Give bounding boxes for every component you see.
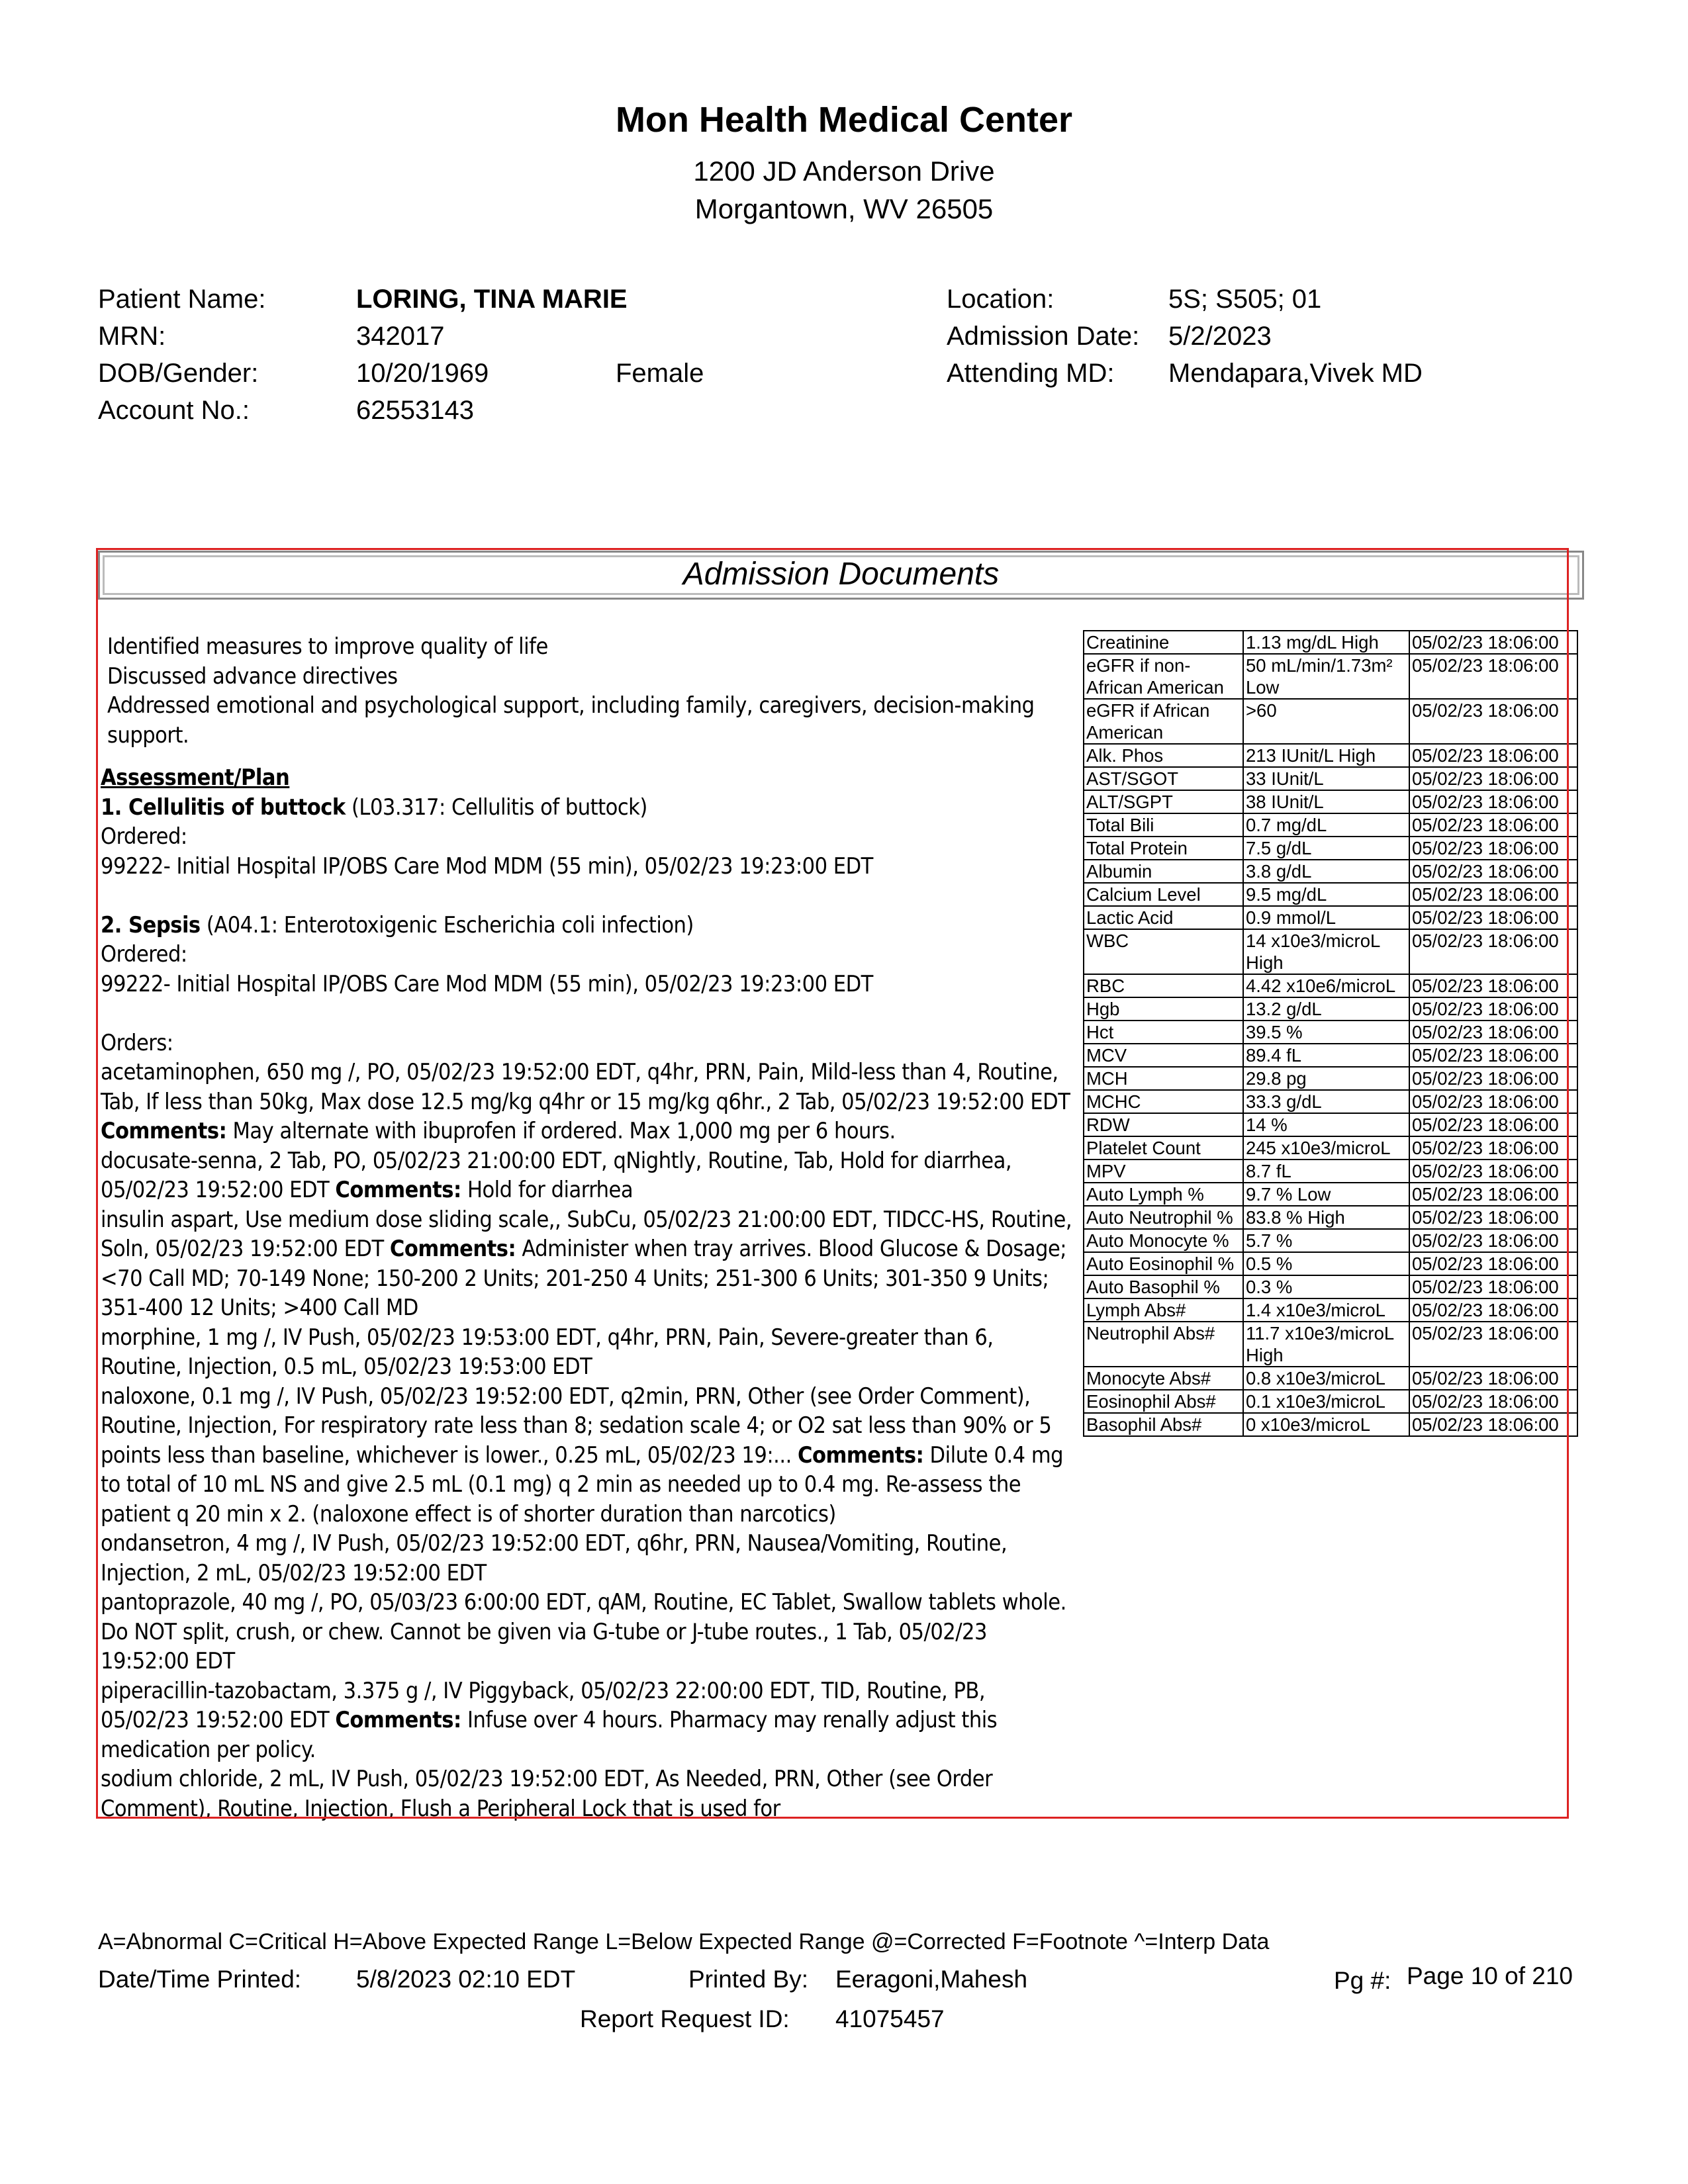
lab-result: 0.1 x10e3/microL [1243, 1390, 1409, 1413]
lab-test-name: Basophil Abs# [1084, 1413, 1243, 1436]
lab-datetime: 05/02/23 18:06:00 [1409, 631, 1577, 654]
lab-result: 3.8 g/dL [1243, 860, 1409, 883]
lab-row [1084, 1390, 1577, 1413]
order-text: pantoprazole, 40 mg /, PO, 05/03/23 6:00:00 EDT, qAM, Routine, EC Tablet, Swallow tablets whole. Do NOT split, crush, or chew. Cannot be given via G-tube or J-tube routes., 1 Tab, 05/02/23 19:52:00 EDT [101, 1589, 1066, 1674]
order-sodium-chloride [101, 1764, 1074, 1823]
lab-result: 8.7 fL [1243, 1160, 1409, 1183]
intro-line-2: Discussed advance directives [107, 662, 398, 690]
lab-datetime: 05/02/23 18:06:00 [1409, 929, 1577, 974]
patient-name: LORING, TINA MARIE [356, 285, 628, 314]
lab-test-name: Albumin [1084, 860, 1243, 883]
lab-row [1084, 883, 1577, 906]
lab-result: 0.3 % [1243, 1275, 1409, 1298]
printed-by-value: Eeragoni,Mahesh [835, 1966, 1028, 1993]
orders-label: Orders: [101, 1029, 173, 1056]
lab-result: 9.7 % Low [1243, 1183, 1409, 1206]
order-comment: Hold for diarrhea [461, 1177, 633, 1203]
lab-test-name: Neutrophil Abs# [1084, 1322, 1243, 1367]
comments-label: Comments: [389, 1236, 516, 1262]
page-number: Page 10 of 210 [1407, 1962, 1573, 1989]
lab-result: 89.4 fL [1243, 1044, 1409, 1067]
diagnosis-1-code: (L03.317: Cellulitis of buttock) [345, 794, 647, 821]
lab-datetime: 05/02/23 18:06:00 [1409, 860, 1577, 883]
lab-test-name: RBC [1084, 974, 1243, 997]
order-text: piperacillin-tazobactam, 3.375 g /, IV Piggyback, 05/02/23 22:00:00 EDT, TID, Routine, PB, 05/02/23 19:52:00 EDT [101, 1677, 986, 1733]
admission-date-value: 5/2/2023 [1168, 322, 1272, 351]
lab-test-name: Auto Neutrophil % [1084, 1206, 1243, 1229]
lab-row [1084, 1136, 1577, 1160]
order-text: acetaminophen, 650 mg /, PO, 05/02/23 19:52:00 EDT, q4hr, PRN, Pain, Mild-less than 4, Routine, Tab, If less than 50kg, Max dose 12.5 mg/kg q4hr or 15 mg/kg q6hr., 2 Tab, 05/02/23 19:52:00 EDT [101, 1059, 1070, 1115]
lab-test-name: Lymph Abs# [1084, 1298, 1243, 1322]
diagnosis-2-ordered: Ordered: [101, 941, 187, 968]
lab-datetime: 05/02/23 18:06:00 [1409, 1067, 1577, 1090]
diagnosis-1-ordered: Ordered: [101, 823, 187, 850]
order-comment: May alternate with ibuprofen if ordered. Max 1,000 mg per 6 hours. [226, 1118, 896, 1144]
page-label: Pg #: [1334, 1967, 1391, 1994]
lab-result: 9.5 mg/dL [1243, 883, 1409, 906]
lab-row [1084, 1090, 1577, 1113]
diagnosis-2-title: 2. Sepsis [101, 911, 201, 938]
order-text: morphine, 1 mg /, IV Push, 05/02/23 19:53:00 EDT, q4hr, PRN, Pain, Severe-greater than 6, Routine, Injection, 0.5 mL, 05/02/23 19:53:00 EDT [101, 1324, 994, 1380]
lab-row [1084, 1044, 1577, 1067]
comments-label: Comments: [101, 1118, 227, 1144]
lab-row [1084, 1206, 1577, 1229]
lab-result: 39.5 % [1243, 1021, 1409, 1044]
lab-test-name: Alk. Phos [1084, 744, 1243, 767]
lab-result: 7.5 g/dL [1243, 837, 1409, 860]
lab-datetime: 05/02/23 18:06:00 [1409, 1136, 1577, 1160]
lab-row [1084, 654, 1577, 699]
lab-datetime: 05/02/23 18:06:00 [1409, 1090, 1577, 1113]
lab-datetime: 05/02/23 18:06:00 [1409, 837, 1577, 860]
lab-row [1084, 1367, 1577, 1390]
diagnosis-2-order: 99222- Initial Hospital IP/OBS Care Mod MDM (55 min), 05/02/23 19:23:00 EDT [101, 970, 873, 997]
lab-datetime: 05/02/23 18:06:00 [1409, 1229, 1577, 1252]
lab-datetime: 05/02/23 18:06:00 [1409, 1206, 1577, 1229]
comments-label: Comments: [335, 1177, 461, 1203]
lab-results-body [1084, 631, 1577, 1436]
lab-result: 83.8 % High [1243, 1206, 1409, 1229]
facility-name: Mon Health Medical Center [615, 100, 1073, 140]
lab-results-table [1083, 630, 1578, 1437]
lab-test-name: Hct [1084, 1021, 1243, 1044]
lab-result: 38 IUnit/L [1243, 790, 1409, 813]
lab-datetime: 05/02/23 18:06:00 [1409, 1183, 1577, 1206]
dob-value: 10/20/1969 [356, 359, 489, 388]
lab-datetime: 05/02/23 18:06:00 [1409, 1322, 1577, 1367]
order-acetaminophen [101, 1058, 1074, 1146]
lab-row [1084, 1160, 1577, 1183]
lab-row [1084, 1413, 1577, 1436]
printed-by-label: Printed By: [688, 1966, 808, 1993]
order-piperacillin-tazobactam [101, 1676, 1074, 1765]
order-insulin-aspart [101, 1205, 1074, 1323]
lab-row [1084, 860, 1577, 883]
lab-test-name: MCH [1084, 1067, 1243, 1090]
lab-test-name: WBC [1084, 929, 1243, 974]
diagnosis-1-order: 99222- Initial Hospital IP/OBS Care Mod MDM (55 min), 05/02/23 19:23:00 EDT [101, 852, 873, 880]
order-comment: Infuse over 4 hours. Pharmacy may renally adjust this medication per policy. [101, 1707, 998, 1763]
lab-row [1084, 1298, 1577, 1322]
request-id-label: Report Request ID: [580, 2005, 790, 2032]
lab-test-name: Auto Lymph % [1084, 1183, 1243, 1206]
lab-datetime: 05/02/23 18:06:00 [1409, 790, 1577, 813]
lab-result: 0.9 mmol/L [1243, 906, 1409, 929]
lab-row [1084, 1113, 1577, 1136]
diagnosis-1 [101, 793, 1074, 823]
lab-datetime: 05/02/23 18:06:00 [1409, 1252, 1577, 1275]
lab-result: 213 IUnit/L High [1243, 744, 1409, 767]
mrn-value: 342017 [356, 322, 445, 351]
order-morphine [101, 1323, 1074, 1382]
diagnosis-2-code: (A04.1: Enterotoxigenic Escherichia coli infection) [200, 911, 694, 938]
attending-value: Mendapara,Vivek MD [1168, 359, 1423, 388]
lab-result: 14 x10e3/microL High [1243, 929, 1409, 974]
intro-line-3: Addressed emotional and psychological support, including family, caregivers, decision-making support. [107, 692, 1035, 749]
lab-test-name: AST/SGOT [1084, 767, 1243, 790]
printed-label: Date/Time Printed: [98, 1966, 302, 1993]
lab-result: 5.7 % [1243, 1229, 1409, 1252]
lab-result: 0.7 mg/dL [1243, 813, 1409, 837]
lab-test-name: Lactic Acid [1084, 906, 1243, 929]
lab-test-name: Platelet Count [1084, 1136, 1243, 1160]
section-title: Admission Documents [98, 551, 1584, 600]
lab-result: 33 IUnit/L [1243, 767, 1409, 790]
lab-row [1084, 974, 1577, 997]
lab-datetime: 05/02/23 18:06:00 [1409, 974, 1577, 997]
address-line-1: 1200 JD Anderson Drive [693, 156, 995, 187]
lab-datetime: 05/02/23 18:06:00 [1409, 1160, 1577, 1183]
lab-datetime: 05/02/23 18:06:00 [1409, 883, 1577, 906]
lab-test-name: Auto Monocyte % [1084, 1229, 1243, 1252]
address-line-2: Morgantown, WV 26505 [694, 193, 994, 224]
lab-datetime: 05/02/23 18:06:00 [1409, 1367, 1577, 1390]
dob-label: DOB/Gender: [98, 359, 259, 388]
lab-row [1084, 1252, 1577, 1275]
comments-label: Comments: [798, 1441, 924, 1469]
order-text: naloxone, 0.1 mg /, IV Push, 05/02/23 19:52:00 EDT, q2min, PRN, Other (see Order Comment), Routine, Injection, For respiratory rate less than 8; sedation scale 4; or O2 sat less than 90% or 5 points less than baseline, whichever is lower., 0.25 mL, 05/02/23 19:... [101, 1383, 1052, 1469]
lab-datetime: 05/02/23 18:06:00 [1409, 997, 1577, 1021]
lab-row [1084, 906, 1577, 929]
lab-datetime: 05/02/23 18:06:00 [1409, 744, 1577, 767]
order-ondansetron [101, 1529, 1074, 1588]
lab-row [1084, 1021, 1577, 1044]
lab-datetime: 05/02/23 18:06:00 [1409, 767, 1577, 790]
lab-result: 1.4 x10e3/microL [1243, 1298, 1409, 1322]
lab-row [1084, 744, 1577, 767]
assessment-heading: Assessment/Plan [101, 764, 290, 791]
lab-row [1084, 1322, 1577, 1367]
account-label: Account No.: [98, 396, 250, 425]
lab-datetime: 05/02/23 18:06:00 [1409, 1044, 1577, 1067]
clinical-notes [101, 632, 1074, 1823]
lab-row [1084, 929, 1577, 974]
request-id-value: 41075457 [835, 2005, 945, 2032]
lab-row [1084, 1067, 1577, 1090]
order-text: docusate-senna, 2 Tab, PO, 05/02/23 21:00:00 EDT, qNightly, Routine, Tab, Hold for diarrhea, 05/02/23 19:52:00 EDT [101, 1147, 1012, 1203]
order-docusate-senna [101, 1146, 1074, 1205]
lab-test-name: Auto Eosinophil % [1084, 1252, 1243, 1275]
lab-test-name: eGFR if African American [1084, 699, 1243, 744]
location-value: 5S; S505; 01 [1168, 285, 1322, 314]
lab-test-name: Creatinine [1084, 631, 1243, 654]
lab-row [1084, 997, 1577, 1021]
lab-result: 1.13 mg/dL High [1243, 631, 1409, 654]
lab-row [1084, 631, 1577, 654]
lab-datetime: 05/02/23 18:06:00 [1409, 654, 1577, 699]
lab-row [1084, 767, 1577, 790]
lab-result: 0.5 % [1243, 1252, 1409, 1275]
order-naloxone [101, 1382, 1074, 1529]
comments-label: Comments: [335, 1707, 461, 1733]
lab-datetime: 05/02/23 18:06:00 [1409, 1390, 1577, 1413]
lab-test-name: MCV [1084, 1044, 1243, 1067]
order-text: sodium chloride, 2 mL, IV Push, 05/02/23 19:52:00 EDT, As Needed, PRN, Other (see Order Comment), Routine, Injection, Flush a Peripheral Lock that is used for [101, 1766, 993, 1822]
lab-test-name: Hgb [1084, 997, 1243, 1021]
gender-value: Female [616, 359, 704, 388]
lab-test-name: Total Protein [1084, 837, 1243, 860]
order-text: ondansetron, 4 mg /, IV Push, 05/02/23 19:52:00 EDT, q6hr, PRN, Nausea/Vomiting, Routine, Injection, 2 mL, 05/02/23 19:52:00 EDT [101, 1530, 1008, 1586]
diagnosis-1-title: 1. Cellulitis of buttock [101, 794, 346, 821]
lab-result: 33.3 g/dL [1243, 1090, 1409, 1113]
lab-result: 50 mL/min/1.73m² Low [1243, 654, 1409, 699]
lab-test-name: MPV [1084, 1160, 1243, 1183]
lab-result: 13.2 g/dL [1243, 997, 1409, 1021]
lab-test-name: Monocyte Abs# [1084, 1367, 1243, 1390]
lab-row [1084, 1275, 1577, 1298]
lab-test-name: RDW [1084, 1113, 1243, 1136]
mrn-label: MRN: [98, 322, 166, 351]
account-value: 62553143 [356, 396, 474, 425]
lab-test-name: Calcium Level [1084, 883, 1243, 906]
lab-result: 245 x10e3/microL [1243, 1136, 1409, 1160]
lab-test-name: eGFR if non-African American [1084, 654, 1243, 699]
lab-result: >60 [1243, 699, 1409, 744]
lab-datetime: 05/02/23 18:06:00 [1409, 1298, 1577, 1322]
order-text: insulin aspart, Use medium dose sliding scale,, SubCu, 05/02/23 21:00:00 EDT, TIDCC-HS, Routine, Soln, 05/02/23 19:52:00 EDT [101, 1206, 1072, 1262]
lab-row [1084, 837, 1577, 860]
lab-test-name: ALT/SGPT [1084, 790, 1243, 813]
lab-result: 29.8 pg [1243, 1067, 1409, 1090]
intro-line-1: Identified measures to improve quality of life [107, 633, 548, 660]
attending-label: Attending MD: [947, 359, 1115, 388]
order-comment: Administer when tray arrives. Blood Glucose & Dosage; <70 Call MD; 70-149 None; 150-200 2 Units; 201-250 4 Units; 251-300 6 Units; 301-350 9 Units; 351-400 12 Units; >400 Call MD [101, 1236, 1067, 1321]
legend: A=Abnormal C=Critical H=Above Expected Range L=Below Expected Range @=Corrected F=Footnote ^=Interp Data [98, 1929, 1270, 1954]
lab-result: 0 x10e3/microL [1243, 1413, 1409, 1436]
lab-row [1084, 1183, 1577, 1206]
printed-value: 5/8/2023 02:10 EDT [356, 1966, 576, 1993]
order-comment: Dilute 0.4 mg to total of 10 mL NS and give 2.5 mL (0.1 mg) q 2 min as needed up to 0.4 mg. Re-assess the patient q 20 min x 2. (naloxone effect is of shorter duration than narcotics) [101, 1441, 1064, 1527]
diagnosis-2 [101, 911, 1074, 940]
admission-date-label: Admission Date: [947, 322, 1140, 351]
lab-datetime: 05/02/23 18:06:00 [1409, 1113, 1577, 1136]
lab-result: 0.8 x10e3/microL [1243, 1367, 1409, 1390]
lab-datetime: 05/02/23 18:06:00 [1409, 1021, 1577, 1044]
lab-row [1084, 1229, 1577, 1252]
lab-test-name: Auto Basophil % [1084, 1275, 1243, 1298]
lab-row [1084, 790, 1577, 813]
lab-result: 4.42 x10e6/microL [1243, 974, 1409, 997]
lab-datetime: 05/02/23 18:06:00 [1409, 1275, 1577, 1298]
lab-result: 14 % [1243, 1113, 1409, 1136]
patient-name-label: Patient Name: [98, 285, 266, 314]
lab-datetime: 05/02/23 18:06:00 [1409, 813, 1577, 837]
lab-datetime: 05/02/23 18:06:00 [1409, 906, 1577, 929]
lab-test-name: MCHC [1084, 1090, 1243, 1113]
lab-result: 11.7 x10e3/microL High [1243, 1322, 1409, 1367]
lab-test-name: Eosinophil Abs# [1084, 1390, 1243, 1413]
lab-row [1084, 813, 1577, 837]
lab-row [1084, 699, 1577, 744]
location-label: Location: [947, 285, 1055, 314]
order-pantoprazole [101, 1588, 1074, 1676]
lab-datetime: 05/02/23 18:06:00 [1409, 1413, 1577, 1436]
lab-datetime: 05/02/23 18:06:00 [1409, 699, 1577, 744]
lab-test-name: Total Bili [1084, 813, 1243, 837]
